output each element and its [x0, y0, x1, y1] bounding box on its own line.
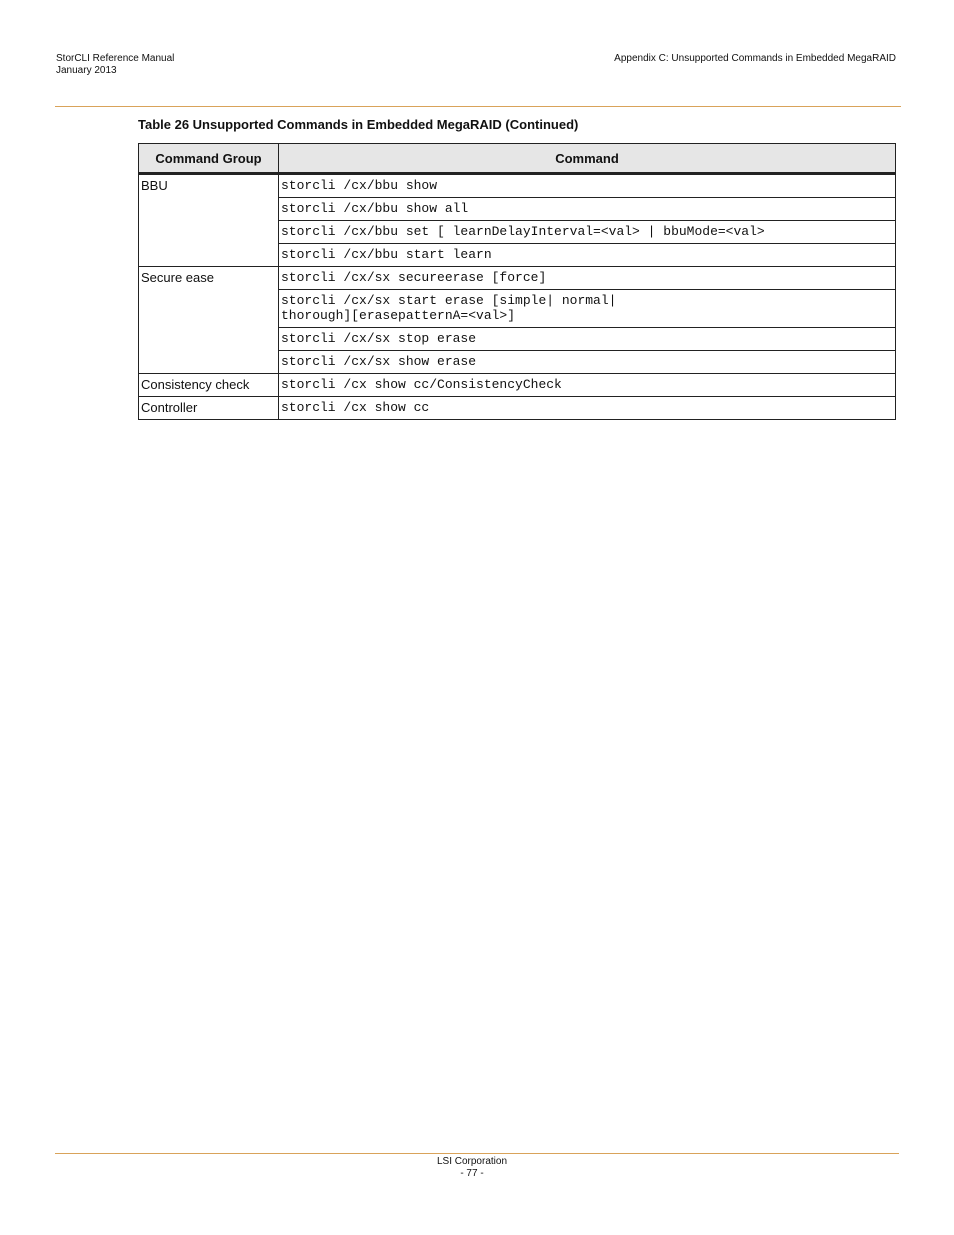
- command-cell: storcli /cx/bbu show all: [279, 198, 896, 221]
- footer-rule: [55, 1153, 899, 1154]
- command-cell: storcli /cx show cc/ConsistencyCheck: [279, 374, 896, 397]
- group-cell: BBU: [139, 174, 279, 267]
- group-cell: Controller: [139, 397, 279, 420]
- command-cell: storcli /cx/bbu show: [279, 174, 896, 198]
- column-header-group: Command Group: [139, 144, 279, 174]
- table-row: [139, 374, 896, 397]
- doc-date: January 2013: [56, 65, 117, 76]
- command-cell: storcli /cx/bbu start learn: [279, 244, 896, 267]
- command-cell: storcli /cx/bbu set [ learnDelayInterval=<val> | bbuMode=<val>: [279, 221, 896, 244]
- footer-company: LSI Corporation: [436, 1156, 508, 1167]
- table-row: [139, 174, 896, 198]
- table-row: [139, 397, 896, 420]
- page-footer: [0, 1156, 944, 1180]
- group-cell: Secure ease: [139, 267, 279, 374]
- group-cell: Consistency check: [139, 374, 279, 397]
- doc-title: StorCLI Reference Manual: [56, 53, 175, 64]
- command-cell: storcli /cx/sx show erase: [279, 351, 896, 374]
- table-row: [139, 267, 896, 290]
- table-caption: Table 26 Unsupported Commands in Embedded MegaRAID (Continued): [138, 117, 579, 132]
- command-cell: storcli /cx/sx start erase [simple| normal| thorough][erasepatternA=<val>]: [279, 290, 896, 328]
- command-cell: storcli /cx show cc: [279, 397, 896, 420]
- command-cell: storcli /cx/sx secureerase [force]: [279, 267, 896, 290]
- column-header-command: Command: [279, 144, 896, 174]
- commands-table: [138, 143, 896, 420]
- section-title: Appendix C: Unsupported Commands in Embedded MegaRAID: [614, 53, 896, 64]
- header-rule: [55, 106, 901, 107]
- command-cell: storcli /cx/sx stop erase: [279, 328, 896, 351]
- table-header-row: [139, 144, 896, 174]
- page-number: - 77 -: [460, 1168, 484, 1179]
- running-header-left: [56, 53, 174, 77]
